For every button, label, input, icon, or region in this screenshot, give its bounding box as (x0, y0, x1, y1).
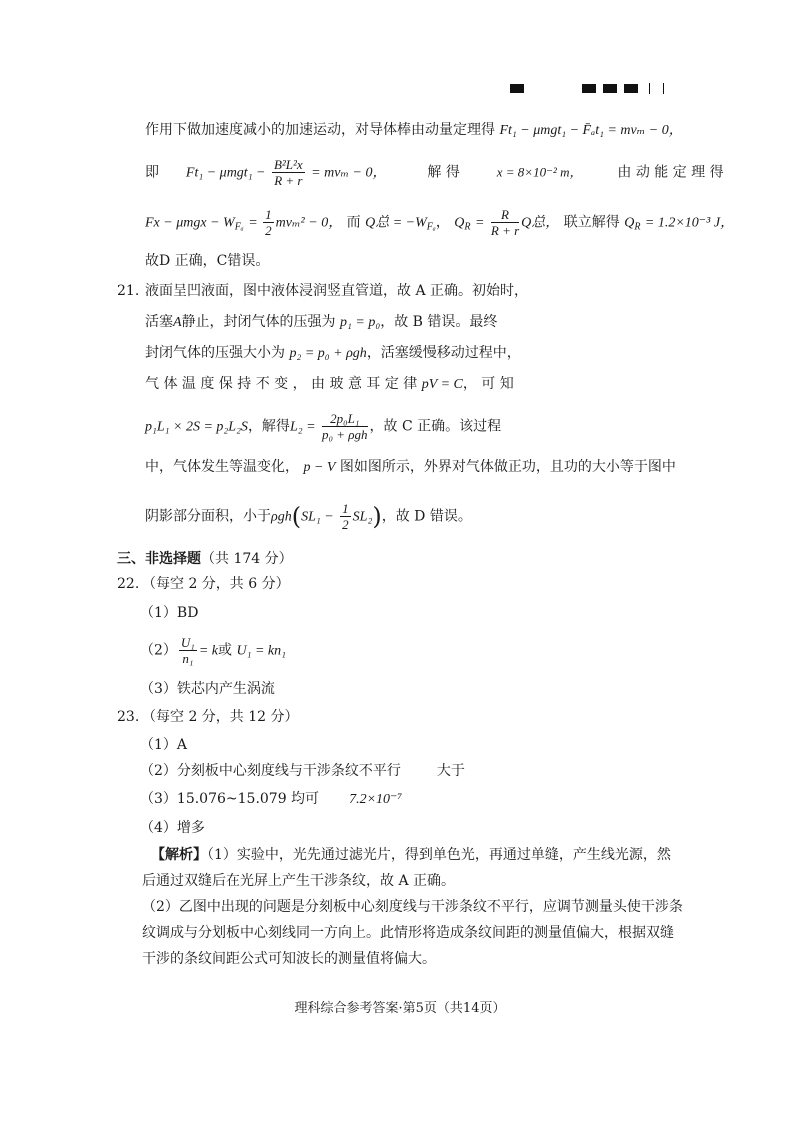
q23-jiexi-line3: （2）乙图中出现的问题是分刻板中心刻度线与干涉条纹不平行，应调节测量头使干涉条 (142, 899, 683, 915)
header-mark (603, 84, 617, 93)
q21-text: 气 体 温 度 保 持 不 变 ， 由 玻 意 耳 定 律 (145, 376, 418, 392)
q21-symbol: A (173, 315, 182, 330)
q21-text: ， 可 知 (462, 376, 514, 392)
fraction-denominator: R + r (490, 223, 520, 238)
q21-line2 (145, 315, 497, 330)
q21-line4 (145, 377, 514, 392)
q21-line1: 液面呈凹液面，图中液体浸润竖直管道，故 A 正确。初始时， (145, 283, 529, 299)
paren-right: ) (372, 502, 382, 531)
q20-equation: Fx − μmgx − W (145, 215, 235, 231)
q21-text: ，故 B 错误。最终 (380, 314, 498, 330)
q21-text: ，故 D 错误。 (381, 508, 472, 525)
q20-line4: 故D 正确，C错误。 (145, 253, 270, 269)
q20-equation: Ft₁ − μmgt₁ − (185, 165, 266, 181)
q21-equation: ρgh (271, 509, 292, 525)
q23-jiexi-line5: 干涉的条纹间距公式可知波长的测量值将偏大。 (142, 951, 436, 967)
q20-equation: Q (454, 215, 465, 231)
q20-equation: = mvₘ − 0， (311, 165, 387, 181)
fraction-numerator: U₁ (180, 635, 195, 650)
q21-fraction (340, 502, 351, 531)
q21-equation: SL₁ − (301, 509, 334, 525)
q23-jiexi-line2: 后通过双缝后在光屏上产生干涉条纹，故 A 正确。 (142, 873, 456, 889)
fraction-numerator: 1 (265, 207, 272, 222)
q21-text: ，解得 (247, 418, 290, 435)
q20-result: = 1.2×10⁻³ J， (644, 215, 735, 231)
q21-line3 (145, 346, 521, 361)
q20-line1 (145, 123, 683, 138)
q22-text: 或 (218, 642, 233, 659)
q21-equation: p₁L₁ × 2S = p₂L₂S (145, 419, 248, 435)
q21-text: 中，气体发生等温变化， (145, 459, 299, 475)
paren-left: ( (291, 502, 302, 531)
q22-label: （2） (140, 642, 177, 659)
q20-line2 (145, 158, 724, 187)
header-mark (624, 84, 638, 93)
q21-line7 (145, 502, 472, 531)
q21-text: 活塞 (145, 314, 173, 330)
q23-equation: 7.2×10⁻⁷ (349, 792, 403, 807)
fraction-denominator: p₀ + ρgh (322, 427, 368, 442)
q20-text: 联立解得 (563, 214, 620, 231)
q22-number: 22. (117, 576, 140, 592)
q20-text: 由 动 能 定 理 得 (617, 164, 724, 181)
section3-title: 三、非选择题 (117, 551, 201, 567)
q21-equation: SL₂ (352, 509, 373, 525)
jiexi-label: 【解析】 (151, 847, 207, 863)
fraction-denominator: R + r (274, 173, 303, 188)
fraction-numerator: 2p₀L₁ (322, 412, 368, 427)
page-footer: 理科综合参考答案·第5页（共14页） (294, 1001, 506, 1016)
q23-jiexi-line4: 纹调成与分划板中心刻线同一方向上。此情形将造成条纹间距的测量值偏大，根据双缝 (142, 925, 674, 941)
q22-answer-3: （3）铁芯内产生涡流 (140, 681, 275, 697)
q20-equation: = (474, 215, 485, 231)
header-mark (582, 84, 596, 93)
q20-text: 作用下做加速度减小的加速运动，对导体棒由动量定理得 (145, 122, 495, 138)
q20-text: 解 得 (427, 164, 460, 181)
q20-fraction (491, 208, 519, 237)
section3-heading (117, 552, 293, 566)
q21-equation: p₂ = p₀ + ρgh (289, 346, 367, 361)
q21-text: 阴影部分面积，小于 (145, 508, 271, 525)
header-mark (510, 84, 524, 93)
q21-equation: p₁ = p₀ (340, 315, 381, 330)
q20-line3 (145, 208, 734, 237)
q23-answer-3 (140, 792, 402, 807)
q23-number: 23. (117, 709, 140, 725)
q20-subscript: Fₐ (234, 221, 244, 233)
q21-fraction (322, 412, 368, 441)
fraction-denominator: 2 (265, 223, 272, 238)
fraction-numerator: 1 (342, 501, 349, 516)
section3-score: （共 174 分） (201, 551, 293, 567)
q23-header: （每空 2 分，共 12 分） (142, 709, 299, 725)
q23-text: （2）分刻板中心刻度线与干涉条纹不平行 (140, 763, 401, 779)
q21-text: ，活塞缓慢移动过程中， (366, 345, 521, 361)
q20-subscript: Fₐ (426, 221, 436, 233)
q21-text: ，故 C 正确。该过程 (369, 418, 502, 435)
q22-answer-2 (140, 636, 286, 665)
q21-text: 封闭气体的压强大小为 (145, 345, 285, 361)
q22-fraction (179, 636, 197, 665)
q21-line5 (145, 412, 501, 441)
q20-text: ， (435, 214, 450, 231)
q23-text: 大于 (436, 763, 465, 779)
q20-equation: mvₘ² − 0， (275, 215, 343, 231)
q21-text: 图如图所示，外界对气体做正功，且功的大小等于图中 (339, 459, 676, 475)
q23-text: （3）15.076~15.079 均可 (140, 791, 320, 807)
q20-subscript: R (464, 221, 471, 233)
q23-jiexi-line1 (151, 848, 671, 862)
fraction-numerator: B²L²x (273, 157, 303, 172)
q20-fraction (263, 208, 274, 237)
q21-text: 静止，封闭气体的压强为 (181, 314, 336, 330)
q21-equation: L₂ = (289, 419, 316, 435)
q21-line6 (145, 460, 676, 475)
q20-text: 而 (346, 214, 361, 231)
fraction-denominator: n₁ (182, 651, 194, 666)
q20-fraction (272, 158, 305, 187)
header-bar (649, 83, 650, 94)
q22-header: （每空 2 分，共 6 分） (142, 576, 290, 592)
q20-text: 即 (145, 164, 159, 181)
q20-subscript: R (634, 221, 641, 233)
q20-equation: x = 8×10⁻² m， (496, 164, 583, 180)
q23-answer-2 (140, 764, 465, 778)
q22-equation: U₁ = kn₁ (236, 643, 286, 659)
q22-equation: = k (198, 643, 219, 659)
q23-answer-4: （4）增多 (140, 820, 205, 836)
q20-equation: Q总， (521, 215, 560, 231)
q20-equation: Q (624, 215, 635, 231)
q20-equation: Ft₁ − μmgt₁ − F̄ₐt₁ = mvₘ − 0， (499, 123, 683, 138)
q23-text: （1）实验中，光先通过滤光片，得到单色光，再通过单缝，产生线光源，然 (207, 847, 671, 863)
q20-equation: Q总 = −W (365, 215, 427, 231)
q23-answer-1: （1）A (140, 737, 188, 753)
q21-equation: p − V (303, 460, 336, 475)
q21-equation: pV = C (421, 377, 463, 392)
fraction-numerator: R (491, 208, 519, 223)
q22-answer-1: （1）BD (140, 605, 199, 621)
q20-equation: = (248, 215, 262, 231)
fraction-denominator: 2 (342, 517, 349, 532)
header-bar (663, 83, 664, 94)
q21-number: 21. (117, 283, 140, 299)
